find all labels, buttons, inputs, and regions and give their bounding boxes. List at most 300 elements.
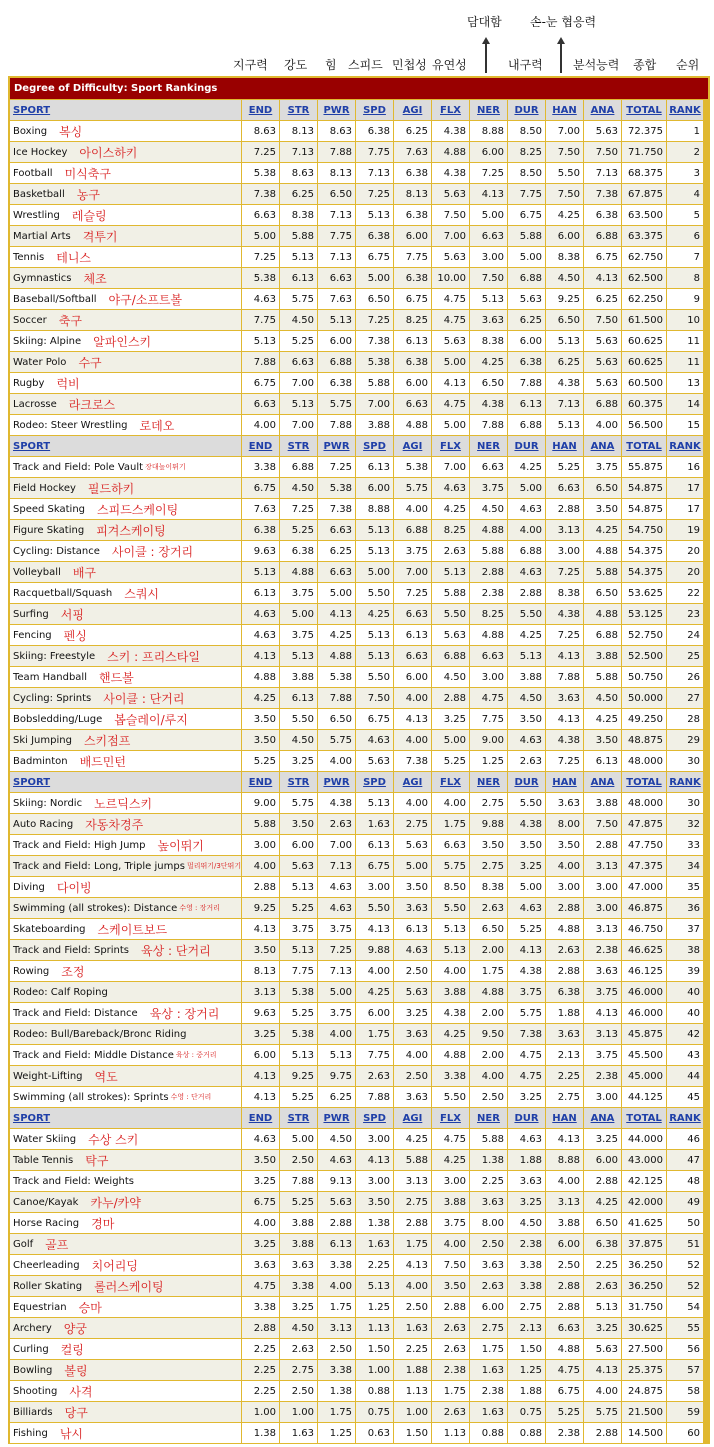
column-header-spd[interactable]: SPD — [356, 100, 393, 120]
column-header-ner[interactable]: NER — [470, 1108, 507, 1128]
sport-name-cell — [10, 247, 241, 267]
value-ner: 1.25 — [470, 751, 507, 771]
value-rank: 10 — [667, 310, 703, 330]
sport-name-cell — [10, 1276, 241, 1296]
sport-name-en: Track and Field: Weights — [13, 1175, 135, 1187]
arrow-up-icon — [482, 37, 490, 73]
value-total: 55.875 — [622, 457, 666, 477]
column-header-spd[interactable]: SPD — [356, 1108, 393, 1128]
value-pwr: 7.63 — [318, 289, 355, 309]
value-ana: 3.00 — [584, 877, 621, 897]
sport-name-ko: 테니스 — [56, 250, 92, 265]
value-end: 2.25 — [242, 1381, 279, 1401]
value-total: 48.875 — [622, 730, 666, 750]
value-flx: 4.00 — [432, 961, 469, 981]
table-row — [10, 1150, 708, 1170]
value-han: 7.13 — [546, 394, 583, 414]
value-flx: 4.63 — [432, 478, 469, 498]
sport-name-cell — [10, 1339, 241, 1359]
table-row — [10, 1360, 708, 1380]
value-han: 1.88 — [546, 1003, 583, 1023]
value-dur: 4.63 — [508, 562, 545, 582]
column-header-ana[interactable]: ANA — [584, 1108, 621, 1128]
sport-name-ko: 롤러스케이팅 — [94, 1279, 164, 1294]
value-ana: 4.25 — [584, 520, 621, 540]
value-dur: 4.75 — [508, 1045, 545, 1065]
column-header-sport[interactable]: SPORT — [10, 100, 241, 120]
sport-name-cell — [10, 1003, 241, 1023]
value-ner: 9.88 — [470, 814, 507, 834]
value-dur: 6.13 — [508, 394, 545, 414]
value-rank: 45 — [667, 1087, 703, 1107]
value-flx: 1.13 — [432, 1423, 469, 1443]
value-total: 49.250 — [622, 709, 666, 729]
sport-name-cell — [10, 499, 241, 519]
column-header-end[interactable]: END — [242, 772, 279, 792]
value-end: 6.75 — [242, 478, 279, 498]
value-total: 72.375 — [622, 121, 666, 141]
sport-name-en: Basketball — [13, 188, 65, 200]
table-row — [10, 1255, 708, 1275]
value-str: 3.88 — [280, 1234, 317, 1254]
value-str: 3.25 — [280, 751, 317, 771]
value-total: 36.250 — [622, 1276, 666, 1296]
value-end: 8.13 — [242, 961, 279, 981]
value-ner: 2.50 — [470, 1087, 507, 1107]
value-agi: 6.13 — [394, 919, 431, 939]
value-ana: 6.75 — [584, 247, 621, 267]
sport-name-cell — [10, 373, 241, 393]
column-header-str[interactable]: STR — [280, 1108, 317, 1128]
column-header-rank[interactable]: RANK — [667, 772, 703, 792]
value-end: 3.63 — [242, 1255, 279, 1275]
column-header-dur[interactable]: DUR — [508, 1108, 545, 1128]
value-pwr: 4.63 — [318, 877, 355, 897]
sport-name-cell — [10, 184, 241, 204]
column-header-spd[interactable]: SPD — [356, 772, 393, 792]
sport-name-en: Swimming (all strokes): Sprints — [13, 1091, 169, 1103]
value-rank: 51 — [667, 1234, 703, 1254]
sport-name-ko: 알파인스키 — [93, 334, 152, 349]
sport-name-en: Martial Arts — [13, 230, 71, 242]
sport-name-cell — [10, 982, 241, 1002]
sport-name-ko: 봅슬레이/루지 — [114, 712, 188, 727]
sport-name-ko: 럭비 — [56, 376, 80, 391]
value-dur: 3.38 — [508, 1276, 545, 1296]
value-pwr: 7.13 — [318, 961, 355, 981]
value-agi: 6.63 — [394, 646, 431, 666]
value-str: 4.50 — [280, 730, 317, 750]
value-ana: 3.25 — [584, 1318, 621, 1338]
label-endurance: 지구력 — [233, 58, 268, 72]
value-spd: 4.63 — [356, 730, 393, 750]
table-row — [10, 583, 708, 603]
column-header-row — [10, 772, 708, 792]
table-row — [10, 877, 708, 897]
value-ner: 6.63 — [470, 457, 507, 477]
column-header-flx[interactable]: FLX — [432, 100, 469, 120]
value-str: 8.63 — [280, 163, 317, 183]
value-flx: 7.00 — [432, 457, 469, 477]
sport-name-en: Canoe/Kayak — [13, 1196, 79, 1208]
value-flx: 4.75 — [432, 394, 469, 414]
value-str: 7.25 — [280, 499, 317, 519]
value-dur: 5.13 — [508, 646, 545, 666]
value-han: 2.13 — [546, 1045, 583, 1065]
value-ner: 2.00 — [470, 940, 507, 960]
sport-name-ko: 수상 스키 — [88, 1132, 139, 1147]
sport-name-cell — [10, 310, 241, 330]
sport-name-ko: 사격 — [69, 1384, 93, 1399]
table-row — [10, 1213, 708, 1233]
value-flx: 2.63 — [432, 541, 469, 561]
value-total: 47.375 — [622, 856, 666, 876]
value-dur: 6.88 — [508, 268, 545, 288]
value-flx: 2.63 — [432, 1318, 469, 1338]
value-str: 5.63 — [280, 856, 317, 876]
column-header-dur[interactable]: DUR — [508, 772, 545, 792]
value-ana: 2.25 — [584, 1255, 621, 1275]
value-flx: 6.63 — [432, 835, 469, 855]
column-header-ana[interactable]: ANA — [584, 436, 621, 456]
sport-name-cell — [10, 1318, 241, 1338]
column-header-rank[interactable]: RANK — [667, 100, 703, 120]
value-str: 5.25 — [280, 331, 317, 351]
column-header-ana[interactable]: ANA — [584, 100, 621, 120]
value-spd: 1.00 — [356, 1360, 393, 1380]
value-total: 42.125 — [622, 1171, 666, 1191]
value-dur: 7.88 — [508, 373, 545, 393]
value-rank: 17 — [667, 499, 703, 519]
value-end: 7.25 — [242, 247, 279, 267]
table-row — [10, 1003, 708, 1023]
value-ner: 4.13 — [470, 184, 507, 204]
column-header-end[interactable]: END — [242, 1108, 279, 1128]
column-header-str[interactable]: STR — [280, 100, 317, 120]
value-ner: 8.00 — [470, 1213, 507, 1233]
value-pwr: 7.13 — [318, 205, 355, 225]
column-header-pwr[interactable]: PWR — [318, 1108, 355, 1128]
label-flexibility: 유연성 — [432, 58, 467, 72]
value-spd: 4.25 — [356, 982, 393, 1002]
value-total: 46.000 — [622, 1003, 666, 1023]
sport-name-ko: 역도 — [94, 1069, 118, 1084]
value-spd: 6.75 — [356, 856, 393, 876]
value-flx: 2.38 — [432, 1360, 469, 1380]
value-spd: 5.50 — [356, 898, 393, 918]
column-header-ner[interactable]: NER — [470, 436, 507, 456]
sport-name-ko: 복싱 — [59, 124, 83, 139]
column-header-ner[interactable]: NER — [470, 100, 507, 120]
value-str: 5.75 — [280, 289, 317, 309]
label-strength: 강도 — [284, 58, 308, 72]
column-header-flx[interactable]: FLX — [432, 1108, 469, 1128]
value-ana: 3.50 — [584, 499, 621, 519]
sport-name-en: Lacrosse — [13, 398, 57, 410]
value-rank: 59 — [667, 1402, 703, 1422]
column-header-pwr[interactable]: PWR — [318, 100, 355, 120]
value-han: 3.63 — [546, 793, 583, 813]
table-row — [10, 1339, 708, 1359]
value-spd: 7.75 — [356, 1045, 393, 1065]
value-rank: 33 — [667, 835, 703, 855]
column-header-str[interactable]: STR — [280, 436, 317, 456]
sport-name-cell — [10, 268, 241, 288]
value-ana: 3.13 — [584, 856, 621, 876]
column-header-flx[interactable]: FLX — [432, 436, 469, 456]
value-flx: 5.25 — [432, 751, 469, 771]
value-agi: 2.25 — [394, 1339, 431, 1359]
value-spd: 5.13 — [356, 625, 393, 645]
value-han: 5.25 — [546, 457, 583, 477]
value-ner: 8.38 — [470, 331, 507, 351]
value-dur: 3.25 — [508, 1192, 545, 1212]
column-header-sport[interactable]: SPORT — [10, 1108, 241, 1128]
value-spd: 9.88 — [356, 940, 393, 960]
value-rank: 60 — [667, 1423, 703, 1443]
value-agi: 6.38 — [394, 268, 431, 288]
table-row — [10, 142, 708, 162]
column-header-total[interactable]: TOTAL — [622, 1108, 666, 1128]
sport-name-ko: 격투기 — [82, 229, 118, 244]
value-flx: 5.50 — [432, 898, 469, 918]
column-header-sport[interactable]: SPORT — [10, 772, 241, 792]
table-row — [10, 667, 708, 687]
column-header-end[interactable]: END — [242, 436, 279, 456]
value-rank: 30 — [667, 751, 703, 771]
sport-name-en: Wrestling — [13, 209, 60, 221]
value-rank: 52 — [667, 1276, 703, 1296]
column-header-agi[interactable]: AGI — [394, 436, 431, 456]
column-header-total[interactable]: TOTAL — [622, 772, 666, 792]
value-pwr: 7.13 — [318, 247, 355, 267]
sport-name-en: Weight-Lifting — [13, 1070, 83, 1082]
value-ana: 7.38 — [584, 184, 621, 204]
sport-name-ko: 스피드스케이팅 — [97, 502, 179, 517]
value-rank: 27 — [667, 688, 703, 708]
value-han: 4.38 — [546, 604, 583, 624]
value-ner: 4.75 — [470, 688, 507, 708]
value-total: 14.500 — [622, 1423, 666, 1443]
column-header-total[interactable]: TOTAL — [622, 100, 666, 120]
value-dur: 8.50 — [508, 121, 545, 141]
value-rank: 32 — [667, 814, 703, 834]
sport-name-ko: 노르딕스키 — [94, 796, 153, 811]
value-dur: 3.63 — [508, 1171, 545, 1191]
value-spd: 4.25 — [356, 604, 393, 624]
value-han: 3.00 — [546, 541, 583, 561]
column-header-han[interactable]: HAN — [546, 1108, 583, 1128]
value-dur: 4.50 — [508, 1213, 545, 1233]
value-ana: 3.25 — [584, 1129, 621, 1149]
table-row — [10, 205, 708, 225]
column-header-dur[interactable]: DUR — [508, 100, 545, 120]
value-end: 5.38 — [242, 268, 279, 288]
value-pwr: 3.75 — [318, 919, 355, 939]
value-total: 46.000 — [622, 982, 666, 1002]
value-total: 60.625 — [622, 331, 666, 351]
value-spd: 5.00 — [356, 562, 393, 582]
column-header-agi[interactable]: AGI — [394, 100, 431, 120]
value-flx: 4.00 — [432, 1234, 469, 1254]
sport-name-en: Bowling — [13, 1364, 53, 1376]
value-pwr: 4.38 — [318, 793, 355, 813]
value-pwr: 7.00 — [318, 835, 355, 855]
value-total: 43.000 — [622, 1150, 666, 1170]
value-flx: 4.38 — [432, 121, 469, 141]
column-header-rank[interactable]: RANK — [667, 436, 703, 456]
sport-name-cell — [10, 415, 241, 435]
sport-name-en: Rodeo: Bull/Bareback/Bronc Riding — [13, 1028, 187, 1040]
value-total: 25.375 — [622, 1360, 666, 1380]
value-end: 4.63 — [242, 625, 279, 645]
label-rank: 순위 — [676, 58, 700, 72]
value-str: 3.50 — [280, 814, 317, 834]
column-header-total[interactable]: TOTAL — [622, 436, 666, 456]
column-header-pwr[interactable]: PWR — [318, 772, 355, 792]
value-pwr: 6.63 — [318, 562, 355, 582]
value-total: 63.500 — [622, 205, 666, 225]
value-dur: 0.75 — [508, 1402, 545, 1422]
value-str: 2.50 — [280, 1381, 317, 1401]
table-row — [10, 793, 708, 813]
value-pwr: 6.63 — [318, 268, 355, 288]
value-ana: 6.50 — [584, 478, 621, 498]
value-str: 6.13 — [280, 688, 317, 708]
value-ana: 3.63 — [584, 961, 621, 981]
sport-name-ko: 멀리뛰기/3단뛰기 — [186, 862, 241, 870]
sport-name-en: Rodeo: Calf Roping — [13, 986, 108, 998]
column-header-agi[interactable]: AGI — [394, 772, 431, 792]
value-agi: 1.75 — [394, 1234, 431, 1254]
sport-name-cell — [10, 1423, 241, 1443]
value-rank: 37 — [667, 919, 703, 939]
value-ner: 5.88 — [470, 1129, 507, 1149]
value-end: 5.38 — [242, 163, 279, 183]
sport-name-cell — [10, 1066, 241, 1086]
sport-name-en: Soccer — [13, 314, 47, 326]
value-rank: 52 — [667, 1255, 703, 1275]
value-total: 60.375 — [622, 394, 666, 414]
column-header-pwr[interactable]: PWR — [318, 436, 355, 456]
column-header-ana[interactable]: ANA — [584, 772, 621, 792]
value-rank: 15 — [667, 415, 703, 435]
sport-name-en: Skiing: Freestyle — [13, 650, 96, 662]
value-han: 4.75 — [546, 1360, 583, 1380]
table-row — [10, 457, 708, 477]
value-pwr: 5.13 — [318, 310, 355, 330]
sport-name-en: Rodeo: Steer Wrestling — [13, 419, 128, 431]
value-total: 46.625 — [622, 940, 666, 960]
column-header-han[interactable]: HAN — [546, 436, 583, 456]
value-han: 5.50 — [546, 163, 583, 183]
value-pwr: 3.38 — [318, 1360, 355, 1380]
value-agi: 4.13 — [394, 1255, 431, 1275]
value-rank: 1 — [667, 121, 703, 141]
sport-name-cell — [10, 1045, 241, 1065]
value-total: 45.500 — [622, 1045, 666, 1065]
column-header-flx[interactable]: FLX — [432, 772, 469, 792]
sport-name-cell — [10, 541, 241, 561]
value-flx: 4.38 — [432, 163, 469, 183]
table-row — [10, 1087, 708, 1107]
table-row — [10, 520, 708, 540]
sport-name-en: Golf — [13, 1238, 34, 1250]
value-dur: 5.88 — [508, 226, 545, 246]
column-header-end[interactable]: END — [242, 100, 279, 120]
value-end: 7.38 — [242, 184, 279, 204]
value-han: 7.25 — [546, 625, 583, 645]
value-dur: 5.00 — [508, 877, 545, 897]
value-han: 2.88 — [546, 1276, 583, 1296]
column-header-ner[interactable]: NER — [470, 772, 507, 792]
rankings-table — [8, 76, 710, 1444]
value-agi: 8.13 — [394, 184, 431, 204]
value-dur: 4.38 — [508, 961, 545, 981]
value-han: 6.50 — [546, 310, 583, 330]
column-header-sport[interactable]: SPORT — [10, 436, 241, 456]
value-ner: 3.50 — [470, 835, 507, 855]
value-dur: 5.63 — [508, 289, 545, 309]
value-agi: 6.00 — [394, 373, 431, 393]
sport-name-cell — [10, 877, 241, 897]
table-row — [10, 1129, 708, 1149]
value-agi: 3.13 — [394, 1171, 431, 1191]
value-agi: 8.25 — [394, 310, 431, 330]
column-header-str[interactable]: STR — [280, 772, 317, 792]
value-pwr: 3.13 — [318, 1318, 355, 1338]
column-header-han[interactable]: HAN — [546, 772, 583, 792]
value-han: 6.38 — [546, 982, 583, 1002]
value-dur: 6.38 — [508, 352, 545, 372]
value-end: 6.00 — [242, 1045, 279, 1065]
value-total: 54.875 — [622, 499, 666, 519]
column-header-agi[interactable]: AGI — [394, 1108, 431, 1128]
value-han: 9.25 — [546, 289, 583, 309]
value-end: 7.88 — [242, 352, 279, 372]
value-rank: 17 — [667, 478, 703, 498]
value-spd: 7.25 — [356, 184, 393, 204]
value-end: 4.63 — [242, 289, 279, 309]
value-han: 4.88 — [546, 919, 583, 939]
value-str: 7.00 — [280, 415, 317, 435]
value-spd: 6.50 — [356, 289, 393, 309]
value-ana: 3.13 — [584, 1024, 621, 1044]
column-header-rank[interactable]: RANK — [667, 1108, 703, 1128]
value-ner: 7.75 — [470, 709, 507, 729]
sport-name-ko: 승마 — [78, 1300, 102, 1315]
table-row — [10, 268, 708, 288]
value-dur: 6.75 — [508, 205, 545, 225]
value-end: 4.13 — [242, 646, 279, 666]
value-total: 62.250 — [622, 289, 666, 309]
value-agi: 7.38 — [394, 751, 431, 771]
value-str: 5.50 — [280, 709, 317, 729]
table-row — [10, 751, 708, 771]
value-flx: 2.63 — [432, 1339, 469, 1359]
sport-name-ko: 스케이트보드 — [97, 922, 168, 937]
value-han: 5.25 — [546, 1402, 583, 1422]
value-end: 2.88 — [242, 1318, 279, 1338]
value-han: 4.00 — [546, 1171, 583, 1191]
column-header-han[interactable]: HAN — [546, 100, 583, 120]
column-header-spd[interactable]: SPD — [356, 436, 393, 456]
value-agi: 3.25 — [394, 1003, 431, 1023]
value-spd: 1.50 — [356, 1339, 393, 1359]
column-header-dur[interactable]: DUR — [508, 436, 545, 456]
value-agi: 2.50 — [394, 961, 431, 981]
value-flx: 8.25 — [432, 520, 469, 540]
